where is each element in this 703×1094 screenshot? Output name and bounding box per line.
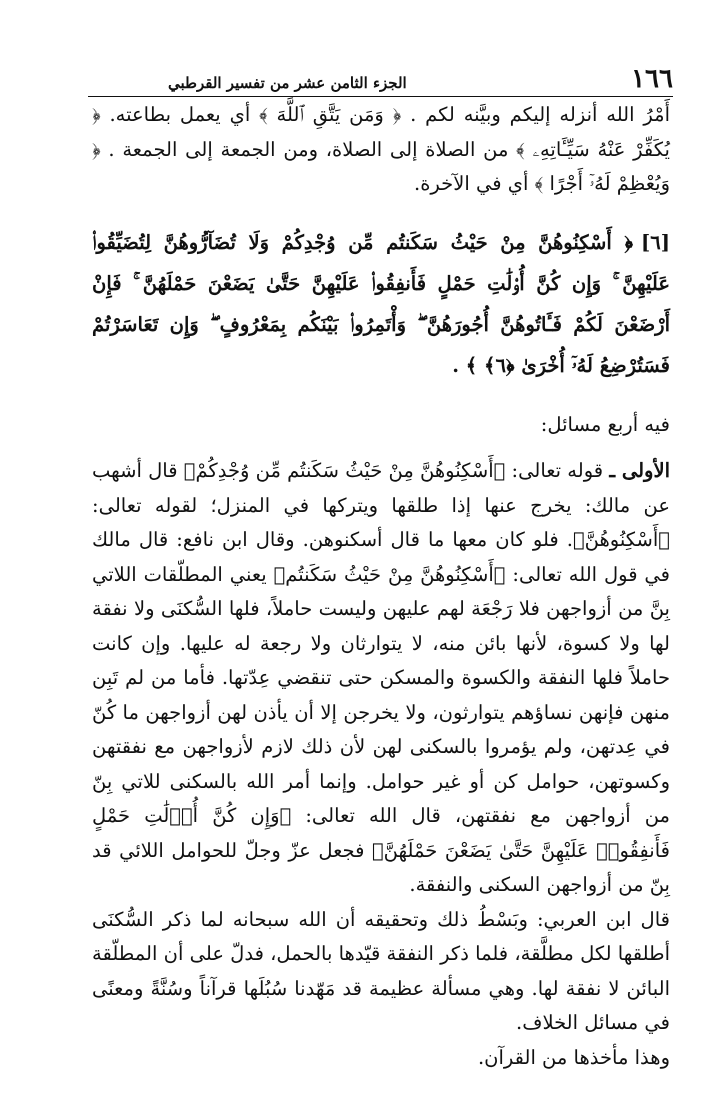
first-issue-lead: الأولى ـ <box>609 459 670 482</box>
first-issue-text: قوله تعالى: ﴿أَسْكِنُوهُنَّ مِنْ حَيْثُ سَكَنتُم مِّن وُجْدِكُمْ﴾ قال أشهب عن مالك: يخرج عنها إذا طلقها ويتركها في المنزل؛ لقوله تعالى: ﴿أَسْكِنُوهُنَّ﴾. فلو كان معها ما قال أسكنوهن. وقال ابن نافع: قال مالك في قول الله تعالى: ﴿أَسْكِنُوهُنَّ مِنْ حَيْثُ سَكَنتُم﴾ يعني المطلّقات اللاتي بِنَّ من أزواجهن فلا رَجْعَة لهم عليهن وليست حاملاً، فلها السُّكنَى ولا نفقة لها ولا كسوة، لأنها بائن منه، لا يتوارثان ولا رجعة له عليها. وإن كانت حاملاً فلها النفقة والكسوة والمسكن حتى تنقضي عِدّتها. فأما من لم تَبِن منهن فإنهن نساؤهم يتوارثون، ولا يخرجن إلا أن يأذن لهن أزواجهن ما كُنّ في عِدتهن، ولم يؤمروا بالسكنى لهن لأن ذلك لازم لأزواجهن مع نفقتهن وكسوتهن، حوامل كن أو غير حوامل. وإنما أمر الله بالسكنى للاتي بِنّ من أزواجهن مع نفقتهن، قال الله تعالى: ﴿وَإِن كُنَّ أُو۟لَٰتِ حَمْلٍ فَأَنفِقُوا۟ عَلَيْهِنَّ حَتَّىٰ يَضَعْنَ حَمْلَهُنَّ﴾ فجعل عزّ وجلّ للحوامل اللائي قد بِنّ من أزواجهن السكنى والنفقة. <box>92 459 670 896</box>
ibn-arabi-paragraph: قال ابن العربي: وبَسْطُ ذلك وتحقيقه أن الله سبحانه لما ذكر السُّكنَى أطلقها لكل مطلَّقة، فلما ذكر النفقة قيّدها بالحمل، فدلّ على أن المطلّقة البائن لا نفقة لها. وهي مسألة عظيمة قد مَهّدنا سُبُلَها قرآناً وسُنَّةً ومعنًى في مسائل الخلاف. <box>92 907 670 1034</box>
first-issue-paragraph <box>92 454 670 903</box>
closing-line: وهذا مأخذها من القرآن. <box>477 1045 670 1069</box>
page-body <box>92 98 670 1075</box>
quran-verse-block <box>92 222 670 386</box>
page-header <box>88 56 673 97</box>
running-title: الجزء الثامن عشر من تفسير القرطبي <box>168 74 407 92</box>
verse-text: ﴿ أَسْكِنُوهُنَّ مِنْ حَيْثُ سَكَنتُم مِّن وُجْدِكُمْ وَلَا تُضَآرُّوهُنَّ لِتُضَيِّقُوا۟ عَلَيْهِنَّ ۚ وَإِن كُنَّ أُو۟لَٰتِ حَمْلٍ فَأَنفِقُوا۟ عَلَيْهِنَّ حَتَّىٰ يَضَعْنَ حَمْلَهُنَّ ۚ فَإِنْ أَرْضَعْنَ لَكُمْ فَـَٔاتُوهُنَّ أُجُورَهُنَّ ۖ وَأْتَمِرُوا۟ بَيْنَكُم بِمَعْرُوفٍ ۖ وَإِن تَعَاسَرْتُمْ فَسَتُرْضِعُ لَهُۥٓ أُخْرَىٰ ﴿٦﴾ ﴾ . <box>92 230 670 377</box>
page-number: ١٦٦ <box>631 64 673 94</box>
verse-number: [٦] <box>641 230 670 254</box>
opening-paragraph: أَمْرُ الله أنزله إليكم وبيَّنه لكم . ﴿ وَمَن يَتَّقِ ٱللَّهَ ﴾ أي يعمل بطاعته. ﴿ يُكَفِّرْ عَنْهُ سَيِّـَٔاتِهِۦ ﴾ من الصلاة إلى الصلاة، ومن الجمعة إلى الجمعة . ﴿ وَيُعْظِمْ لَهُۥٓ أَجْرًا ﴾ أي في الآخرة. <box>92 103 670 195</box>
issues-intro: فيه أربع مسائل: <box>540 412 670 436</box>
